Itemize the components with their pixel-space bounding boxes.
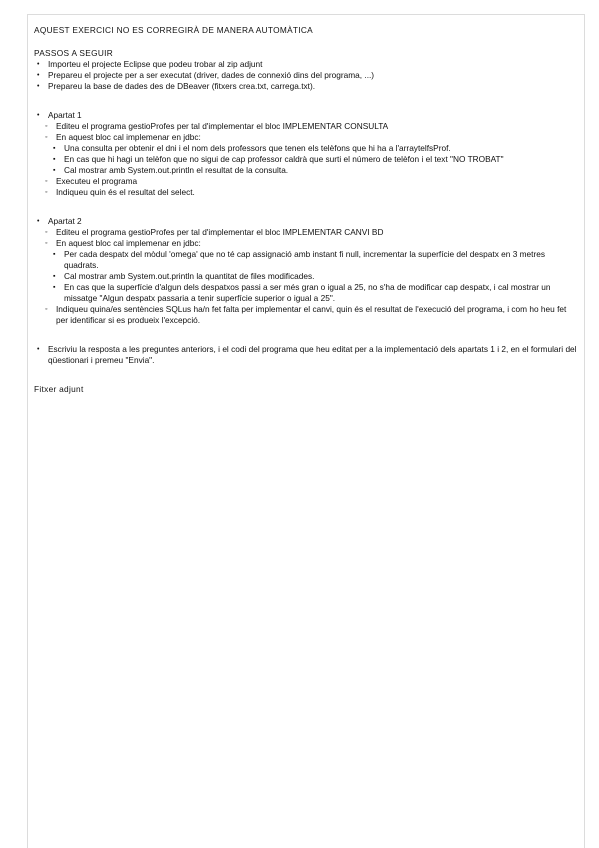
- circle-bullet-icon: ◦: [45, 134, 48, 141]
- section-2: [34, 216, 578, 227]
- circle-bullet-icon: ◦: [45, 229, 48, 236]
- bullet-icon: •: [37, 61, 40, 68]
- square-bullet-icon: ▪: [53, 156, 56, 163]
- circle-bullet-icon: ◦: [45, 306, 48, 313]
- section-1: [34, 110, 578, 121]
- list-item: ▪ Cal mostrar amb System.out.println el resultat de la consulta.: [53, 165, 289, 175]
- list-item: • Importeu el projecte Eclipse que podeu trobar al zip adjunt: [37, 59, 263, 69]
- bullet-icon: •: [37, 72, 40, 79]
- circle-bullet-icon: ◦: [45, 123, 48, 130]
- list-item: ◦ Indiqueu quin és el resultat del select.: [45, 187, 195, 197]
- list-item: • Escriviu la resposta a les preguntes anteriors, i el codi del programa que heu editat per a la implementació dels apartats 1 i 2, en el formulari del qüestionari i premeu "Envia".: [37, 344, 577, 365]
- list-item: ◦ Editeu el programa gestioProfes per tal d'implementar el bloc IMPLEMENTAR CANVI BD: [45, 227, 384, 237]
- list-item: ▪ En cas que la superfície d'algun dels despatxos passi a ser més gran o igual a 25, no s'ha de modificar cap despatx, i cal mostrar un missatge "Algun despatx passaria a tenir superfície superior o igual a 25".: [53, 282, 551, 303]
- section-2-items: [34, 227, 578, 249]
- final-instruction: [34, 344, 578, 366]
- list-item: ◦ En aquest bloc cal implemenar en jdbc:: [45, 238, 201, 248]
- section-1-subitems: [34, 143, 578, 176]
- list-item: • Prepareu la base de dades des de DBeaver (fitxers crea.txt, carrega.txt).: [37, 81, 316, 91]
- list-item: ▪ Cal mostrar amb System.out.println la quantitat de files modificades.: [53, 271, 315, 281]
- list-item: ▪ Una consulta per obtenir el dni i el nom dels professors que tenen els telèfons que hi ha a l'arraytelfsProf.: [53, 143, 451, 153]
- steps-list: [34, 59, 578, 92]
- bullet-icon: •: [37, 218, 40, 225]
- bullet-icon: •: [37, 112, 40, 119]
- list-item: • Prepareu el projecte per a ser executat (driver, dades de connexió dins del programa, ...): [37, 70, 375, 80]
- circle-bullet-icon: ◦: [45, 189, 48, 196]
- steps-heading: PASSOS A SEGUIR: [34, 48, 114, 58]
- square-bullet-icon: ▪: [53, 273, 56, 280]
- section-2-title: • Apartat 2: [37, 216, 82, 226]
- list-item: ▪ Per cada despatx del mòdul 'omega' que no té cap assignació amb instant fi null, incrementar la superfície del despatx en 3 metres quadrats.: [53, 249, 545, 270]
- circle-bullet-icon: ◦: [45, 240, 48, 247]
- square-bullet-icon: ▪: [53, 284, 56, 291]
- section-1-items: [34, 121, 578, 143]
- circle-bullet-icon: ◦: [45, 178, 48, 185]
- section-2-subitems: [34, 249, 578, 304]
- attachment-label: Fitxer adjunt: [34, 384, 84, 394]
- section-2-items-2: [34, 304, 578, 326]
- exercise-panel: [27, 14, 585, 848]
- section-1-title: • Apartat 1: [37, 110, 82, 120]
- square-bullet-icon: ▪: [53, 167, 56, 174]
- bullet-icon: •: [37, 346, 40, 353]
- list-item: ◦ Editeu el programa gestioProfes per tal d'implementar el bloc IMPLEMENTAR CONSULTA: [45, 121, 389, 131]
- list-item: ◦ Indiqueu quina/es sentències SQLus ha/n fet falta per implementar el canvi, quin és el resultat de l'execució del programa, i com ho heu fet per identificar si es produeix l'excepció.: [45, 304, 567, 325]
- bullet-icon: •: [37, 83, 40, 90]
- list-item: ◦ En aquest bloc cal implemenar en jdbc:: [45, 132, 201, 142]
- section-1-items-2: [34, 176, 578, 198]
- list-item: ◦ Executeu el programa: [45, 176, 138, 186]
- square-bullet-icon: ▪: [53, 145, 56, 152]
- list-item: ▪ En cas que hi hagi un telèfon que no sigui de cap professor caldrà que surti el número de telèfon i el text "NO TROBAT": [53, 154, 504, 164]
- notice-heading: AQUEST EXERCICI NO ES CORREGIRÀ DE MANERA AUTOMÀTICA: [34, 25, 313, 35]
- square-bullet-icon: ▪: [53, 251, 56, 258]
